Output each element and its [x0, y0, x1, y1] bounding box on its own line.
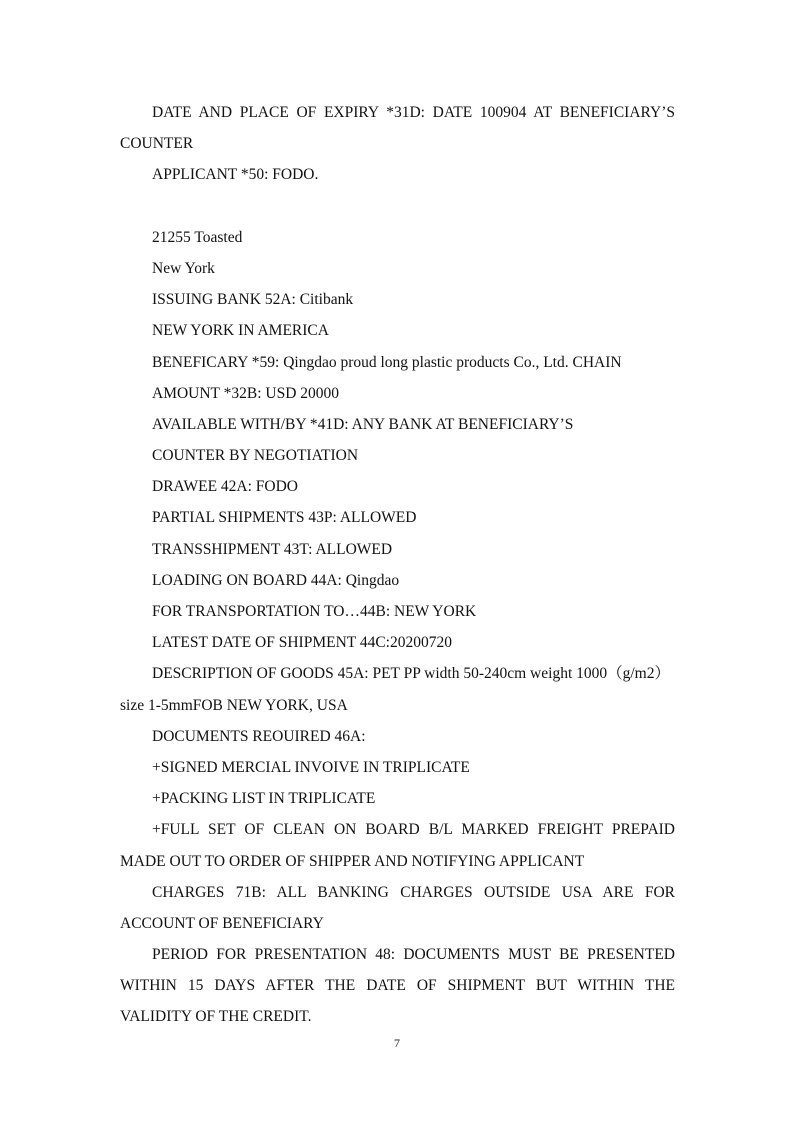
text-line: MADE OUT TO ORDER OF SHIPPER AND NOTIFYING APPLICANT — [120, 852, 585, 870]
text-line: APPLICANT *50: FODO. — [152, 166, 319, 184]
page-number: 7 — [394, 1036, 400, 1050]
text-line: TRANSSHIPMENT 43T: ALLOWED — [152, 540, 393, 558]
text-line: VALIDITY OF THE CREDIT. — [120, 1008, 312, 1026]
text-line: AMOUNT *32B: USD 20000 — [152, 384, 340, 402]
text-line: PARTIAL SHIPMENTS 43P: ALLOWED — [152, 509, 417, 527]
text-line: LOADING ON BOARD 44A: Qingdao — [152, 571, 400, 589]
text-line: PERIOD FOR PRESENTATION 48: DOCUMENTS MUST BE PRESENTED — [152, 946, 675, 964]
text-line: size 1-5mmFOB NEW YORK, USA — [120, 696, 348, 714]
text-line: NEW YORK IN AMERICA — [152, 322, 329, 340]
text-line: AVAILABLE WITH/BY *41D: ANY BANK AT BENEFICIARY’S — [152, 415, 574, 433]
text-line: New York — [152, 259, 215, 277]
text-line: +SIGNED MERCIAL INVOIVE IN TRIPLICATE — [152, 758, 470, 776]
text-line: CHARGES 71B: ALL BANKING CHARGES OUTSIDE USA ARE FOR — [152, 883, 675, 901]
text-line: BENEFICARY *59: Qingdao proud long plastic products Co., Ltd. CHAIN — [152, 353, 622, 371]
blank-line — [120, 191, 675, 222]
text-line: +FULL SET OF CLEAN ON BOARD B/L MARKED FREIGHT PREPAID — [152, 821, 675, 839]
text-line: DOCUMENTS REOUIRED 46A: — [152, 727, 366, 745]
text-line: COUNTER BY NEGOTIATION — [152, 447, 359, 465]
document-body — [120, 97, 675, 1033]
text-line: ISSUING BANK 52A: Citibank — [152, 291, 354, 309]
text-line: FOR TRANSPORTATION TO…44B: NEW YORK — [152, 603, 477, 620]
text-line: WITHIN 15 DAYS AFTER THE DATE OF SHIPMENT BUT WITHIN THE — [120, 977, 675, 995]
text-line: LATEST DATE OF SHIPMENT 44C:20200720 — [152, 634, 452, 652]
text-line: DATE AND PLACE OF EXPIRY *31D: DATE 100904 AT BENEFICIARY’S — [152, 104, 675, 121]
text-line: ACCOUNT OF BENEFICIARY — [120, 914, 324, 932]
text-line: 21255 Toasted — [152, 228, 243, 246]
text-line: DESCRIPTION OF GOODS 45A: PET PP width 50-240cm weight 1000（g/m2） — [152, 665, 670, 683]
text-line: DRAWEE 42A: FODO — [152, 478, 299, 496]
text-line: COUNTER — [120, 135, 194, 153]
text-line: +PACKING LIST IN TRIPLICATE — [152, 790, 376, 808]
